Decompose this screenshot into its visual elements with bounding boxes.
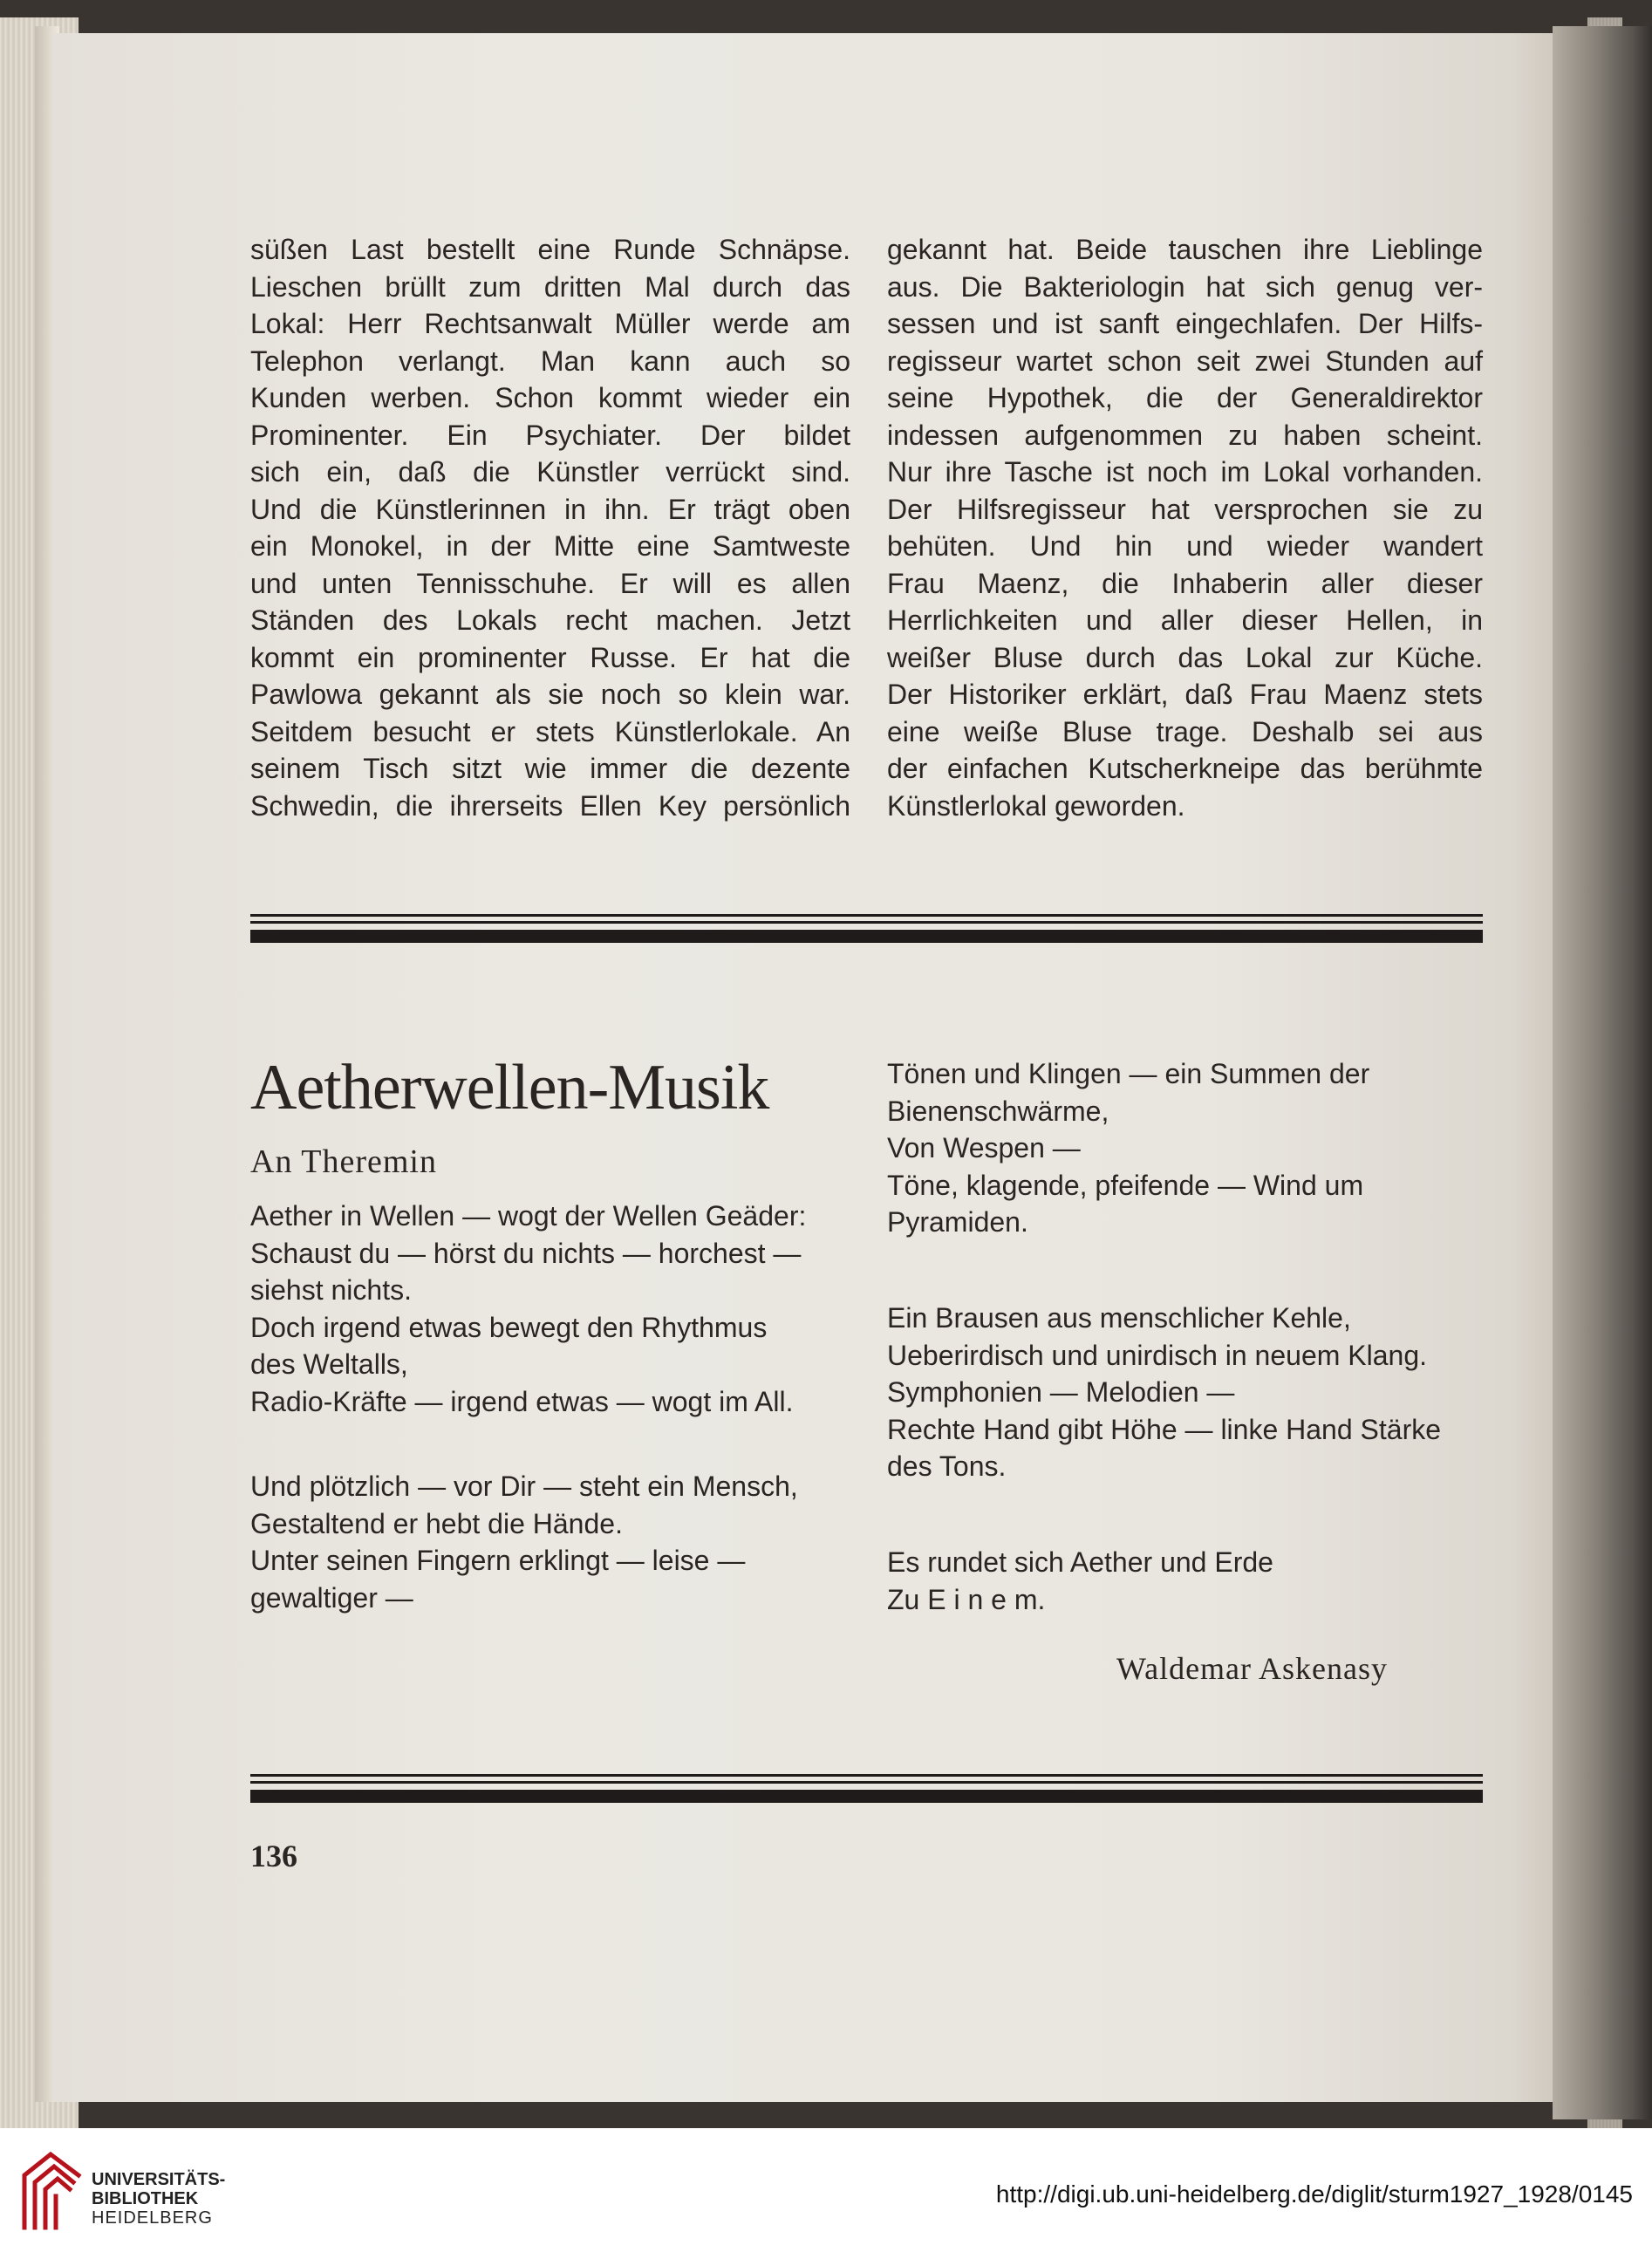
text-line: kommt ein prominenter Russe. Er hat die [250,641,850,673]
text-line: Ein Brausen aus menschlicher Kehle, [887,1302,1351,1334]
text-line: Und plötzlich — vor Dir — steht ein Mensch, [250,1471,798,1502]
text-line: Aether in Wellen — wogt der Wellen Geäder: [250,1200,807,1232]
text-line: sich ein, daß die Künstler verrückt sind. [250,456,850,488]
section-divider-top [250,914,1483,949]
text-line: siehst nichts. [250,1274,412,1306]
text-line: weißer Bluse durch das Lokal zur Küche. [887,641,1483,673]
text-line: Künstlerlokal geworden. [887,789,1185,822]
text-line: des Weltalls, [250,1348,408,1380]
text-line: Der Historiker erklärt, daß Frau Maenz stets [887,679,1483,710]
document-url-link[interactable]: http://digi.ub.uni-heidelberg.de/diglit/sturm1927_1928/0145 [995,2180,1633,2208]
section-divider-bottom [250,1774,1483,1809]
text-line: Und die Künstlerinnen in ihn. Er trägt oben [250,493,850,525]
page-number: 136 [250,1839,297,1873]
text-line: der einfachen Kutscherkneipe das berühmte [887,753,1483,784]
text-line: Rechte Hand gibt Höhe — linke Hand Stärke [887,1413,1442,1445]
poem-author: Waldemar Askenasy [1116,1651,1389,1686]
text-line: Schwedin, die ihrerseits Ellen Key persönlich [250,789,850,822]
text-line: Doch irgend etwas bewegt den Rhythmus [250,1311,768,1343]
text-line: gewaltiger — [250,1581,413,1614]
text-line: Schaust du — hörst du nichts — horchest — [250,1237,802,1269]
text-line: Ueberirdisch und unirdisch in neuem Klang. [887,1339,1428,1371]
text-line: Tönen und Klingen — ein Summen der [887,1058,1370,1089]
text-line: aus. Die Bakteriologin hat sich genug ver- [887,270,1483,303]
text-line: Zu E i n e m. [887,1583,1046,1615]
poem-stanza-right-2 [887,1300,1483,1491]
poem-title: Aetherwellen-Musik [250,1052,769,1123]
library-name-line-3: HEIDELBERG [92,2208,213,2228]
library-name [92,2170,225,2228]
text-line: seine Hypothek, die der Generaldirektor [887,382,1483,413]
text-line: behüten. Und hin und wieder wandert [887,530,1483,562]
text-line: Nur ihre Tasche ist noch im Lokal vorhanden. [887,456,1483,488]
text-line: Pyramiden. [887,1206,1028,1238]
text-line: Herrlichkeiten und aller dieser Hellen, in [887,604,1483,636]
text-line: Symphonien — Melodien — [887,1376,1235,1408]
text-line: Lieschen brüllt zum dritten Mal durch das [250,270,850,303]
text-line: Der Hilfsregisseur hat versprochen sie zu [887,493,1483,525]
text-line: Gestaltend er hebt die Hände. [250,1507,623,1539]
poem-stanza-left-1 [250,1198,852,1424]
text-line: Ständen des Lokals recht machen. Jetzt [250,604,850,636]
text-line: Von Wespen — [887,1132,1081,1164]
text-line: Radio-Kräfte — irgend etwas — wogt im All. [250,1385,794,1417]
text-line: Töne, klagende, pfeifende — Wind um [887,1169,1364,1201]
prose-column-left [250,231,850,824]
poem-stanza-right-1 [887,1055,1483,1247]
text-line: Frau Maenz, die Inhaberin aller dieser [887,567,1483,599]
poem-stanza-left-2 [250,1468,852,1625]
text-line: Prominenter. Ein Psychiater. Der bildet [250,419,850,451]
text-line: eine weiße Bluse trage. Deshalb sei aus [887,715,1483,747]
text-line: sessen und ist sanft eingechlafen. Der Hilfs- [887,308,1483,339]
library-name-line-2: BIBLIOTHEK [92,2189,199,2208]
library-logo-icon [19,2149,84,2233]
text-line: Pawlowa gekannt als sie noch so klein war. [250,679,850,710]
gutter-shadow [1553,26,1652,2119]
text-line: und unten Tennisschuhe. Er will es allen [250,567,850,599]
poem-dedication: An Theremin [250,1143,437,1180]
text-line: Kunden werben. Schon kommt wieder ein [250,382,850,413]
text-line: ein Monokel, in der Mitte eine Samtweste [250,530,850,562]
text-line: Lokal: Herr Rechtsanwalt Müller werde am [250,308,850,339]
digitization-footer [0,2128,1652,2252]
text-line: Bienenschwärme, [887,1095,1109,1127]
text-line: gekannt hat. Beide tauschen ihre Lieblinge [887,234,1483,265]
library-name-line-1: UNIVERSITÄTS- [92,2170,226,2189]
text-line: süßen Last bestellt eine Runde Schnäpse. [250,234,850,265]
prose-column-right [887,231,1483,824]
text-line: seinem Tisch sitzt wie immer die dezente [250,753,850,784]
text-line: regisseur wartet schon seit zwei Stunden auf [887,345,1483,377]
text-line: Seitdem besucht er stets Künstlerlokale. An [250,715,850,747]
text-line: des Tons. [887,1450,1007,1482]
poem-stanza-right-3 [887,1544,1483,1622]
text-line: Unter seinen Fingern erklingt — leise — [250,1545,746,1576]
text-line: indessen aufgenommen zu haben scheint. [887,419,1483,451]
text-line: Es rundet sich Aether und Erde [887,1546,1273,1578]
text-line: Telephon verlangt. Man kann auch so [250,345,850,377]
